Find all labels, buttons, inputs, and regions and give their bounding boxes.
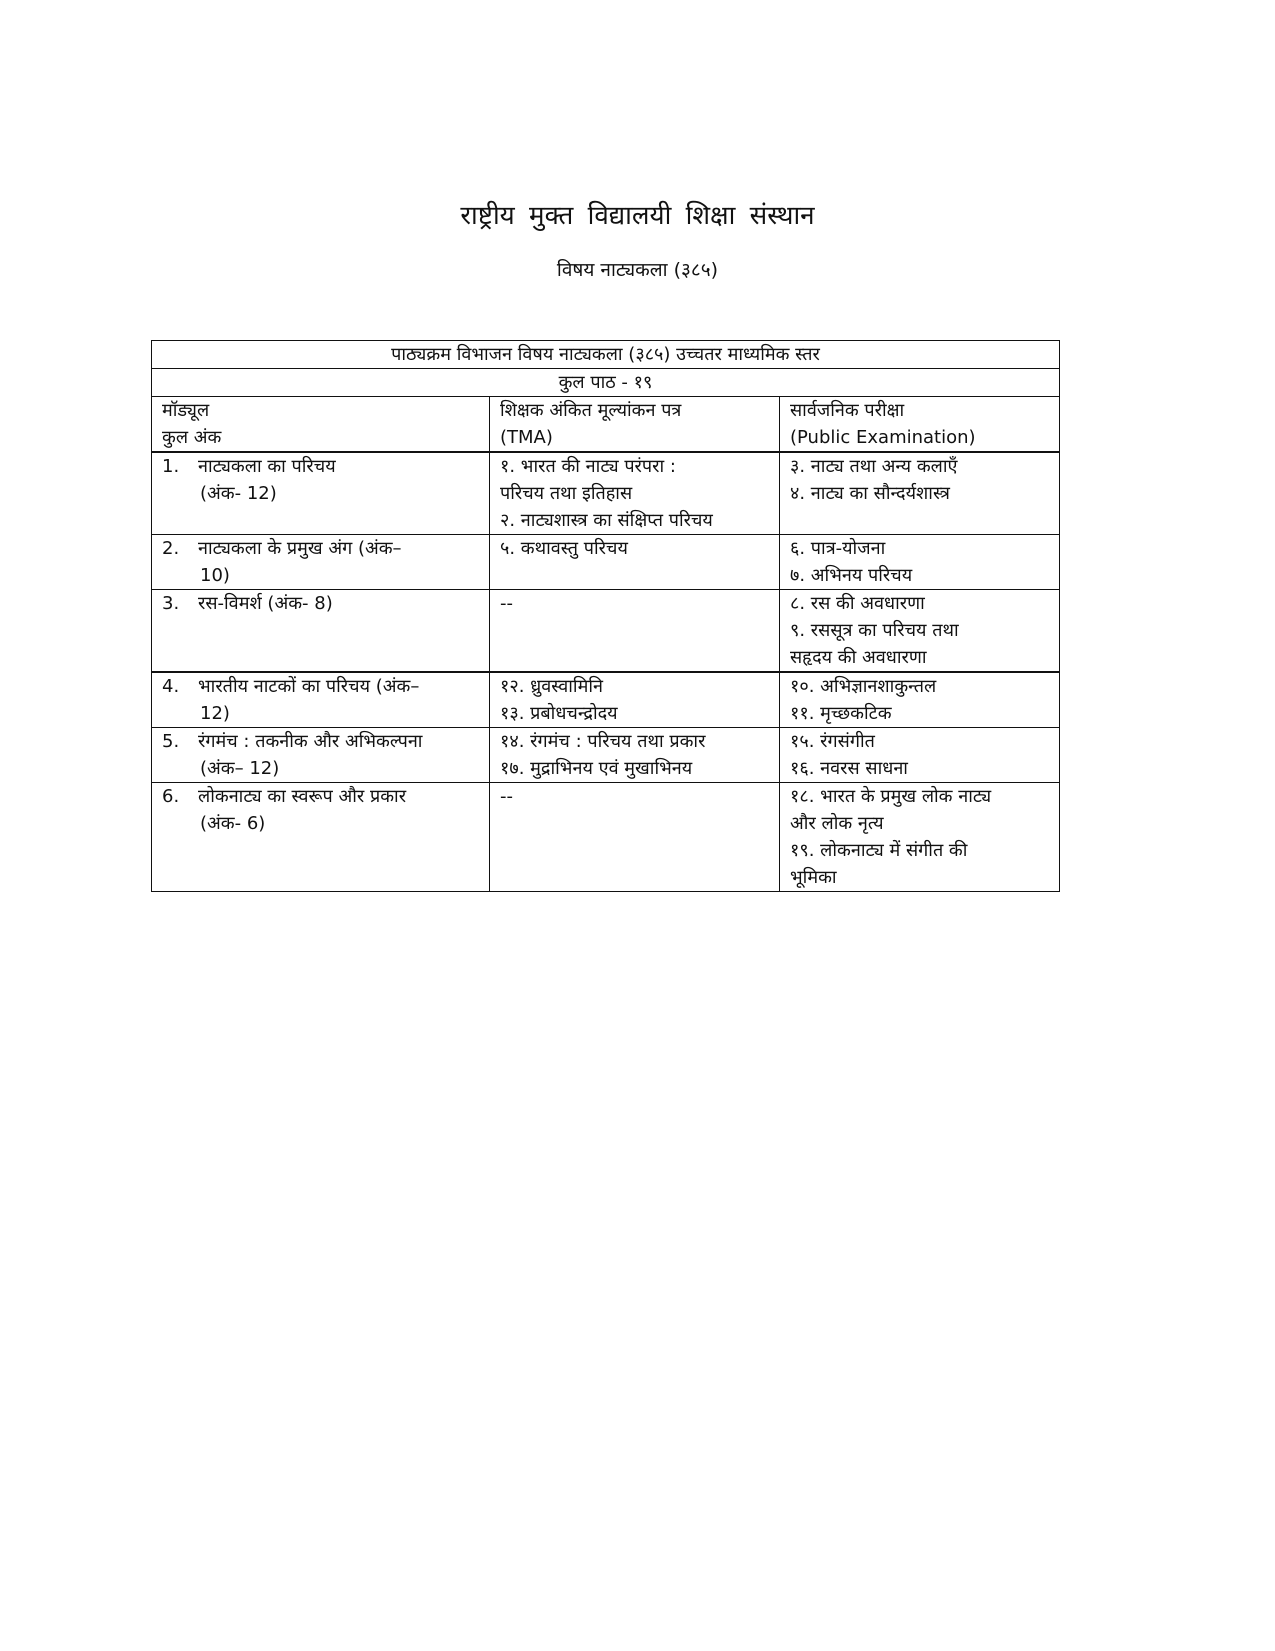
module-number: 6. [162,786,180,807]
public-lesson: ३. नाट्य तथा अन्य कलाएँ [790,456,958,477]
public-lesson: ७. अभिनय परिचय [790,565,913,586]
tma-cell [490,535,780,590]
public-lesson: ११. मृच्छकटिक [790,703,892,724]
syllabus-table [151,340,1060,892]
module-number: 1. [162,456,180,477]
tma-lesson: १. भारत की नाट्य परंपरा : [500,456,676,477]
module-marks: (अंक– 12) [200,758,280,779]
tma-lesson: १२. ध्रुवस्वामिनि [500,676,603,697]
header-module-label: मॉड्यूल [162,400,210,421]
module-name: रस-विमर्श (अंक- 8) [198,593,333,614]
table-row [152,452,1060,535]
tma-lesson: १४. रंगमंच : परिचय तथा प्रकार [500,731,706,752]
header-public-label: सार्वजनिक परीक्षा [790,400,905,421]
table-caption-row [152,341,1060,369]
public-cell [780,783,1060,892]
public-cell [780,728,1060,783]
document-title: राष्ट्रीय मुक्त विद्यालयी शिक्षा संस्थान [460,201,815,231]
module-marks: 10) [200,565,230,586]
module-cell [152,728,490,783]
module-number: 2. [162,538,180,559]
header-module [152,397,490,453]
tma-lesson: १७. मुद्राभिनय एवं मुखाभिनय [500,758,693,779]
tma-cell [490,672,780,728]
header-public-english: (Public Examination) [790,427,976,448]
tma-cell [490,590,780,673]
total-lessons: कुल पाठ - १९ [152,369,1060,397]
public-lesson: सहृदय की अवधारणा [790,647,927,668]
table-row [152,728,1060,783]
public-lesson: ४. नाट्य का सौन्दर्यशास्त्र [790,483,950,504]
module-cell [152,672,490,728]
table-row [152,535,1060,590]
public-lesson: और लोक नृत्य [790,813,884,834]
public-cell [780,535,1060,590]
module-number: 4. [162,676,180,697]
header-tma [490,397,780,453]
module-name: रंगमंच : तकनीक और अभिकल्पना [198,731,423,752]
tma-lesson: ५. कथावस्तु परिचय [500,538,628,559]
table-caption: पाठ्यक्रम विभाजन विषय नाट्यकला (३८५) उच्चतर माध्यमिक स्तर [152,341,1060,369]
module-marks: 12) [200,703,230,724]
tma-lesson: परिचय तथा इतिहास [500,483,633,504]
public-cell [780,452,1060,535]
public-lesson: भूमिका [790,867,837,888]
public-lesson: ६. पात्र-योजना [790,538,886,559]
module-marks: (अंक- 6) [200,813,266,834]
tma-lesson: १३. प्रबोधचन्द्रोदय [500,703,618,724]
tma-cell [490,452,780,535]
public-lesson: ९. रससूत्र का परिचय तथा [790,620,959,641]
public-lesson: १६. नवरस साधना [790,758,908,779]
tma-cell [490,783,780,892]
public-cell [780,672,1060,728]
tma-lesson: -- [500,786,513,807]
module-name: नाट्यकला के प्रमुख अंग (अंक– [198,538,402,559]
module-cell [152,590,490,673]
module-marks: (अंक- 12) [200,483,277,504]
header-row [152,397,1060,453]
header-marks-label: कुल अंक [162,427,222,448]
tma-cell [490,728,780,783]
header-public [780,397,1060,453]
public-lesson: ८. रस की अवधारणा [790,593,925,614]
module-cell [152,783,490,892]
public-cell [780,590,1060,673]
header-tma-abbr: (TMA) [500,427,553,448]
public-lesson: १८. भारत के प्रमुख लोक नाट्य [790,786,992,807]
table-row [152,672,1060,728]
public-lesson: १०. अभिज्ञानशाकुन्तल [790,676,937,697]
table-row [152,590,1060,673]
total-lessons-row [152,369,1060,397]
module-cell [152,452,490,535]
tma-lesson: २. नाट्यशास्त्र का संक्षिप्त परिचय [500,510,713,531]
public-lesson: १५. रंगसंगीत [790,731,875,752]
module-number: 5. [162,731,180,752]
module-name: लोकनाट्य का स्वरूप और प्रकार [198,786,407,807]
tma-lesson: -- [500,593,513,614]
module-name: भारतीय नाटकों का परिचय (अंक– [198,676,420,697]
header-tma-label: शिक्षक अंकित मूल्यांकन पत्र [500,400,682,421]
document-subtitle: विषय नाट्यकला (३८५) [556,259,719,281]
public-lesson: १९. लोकनाट्य में संगीत की [790,840,968,861]
table-row [152,783,1060,892]
module-name: नाट्यकला का परिचय [198,456,336,477]
module-number: 3. [162,593,180,614]
module-cell [152,535,490,590]
